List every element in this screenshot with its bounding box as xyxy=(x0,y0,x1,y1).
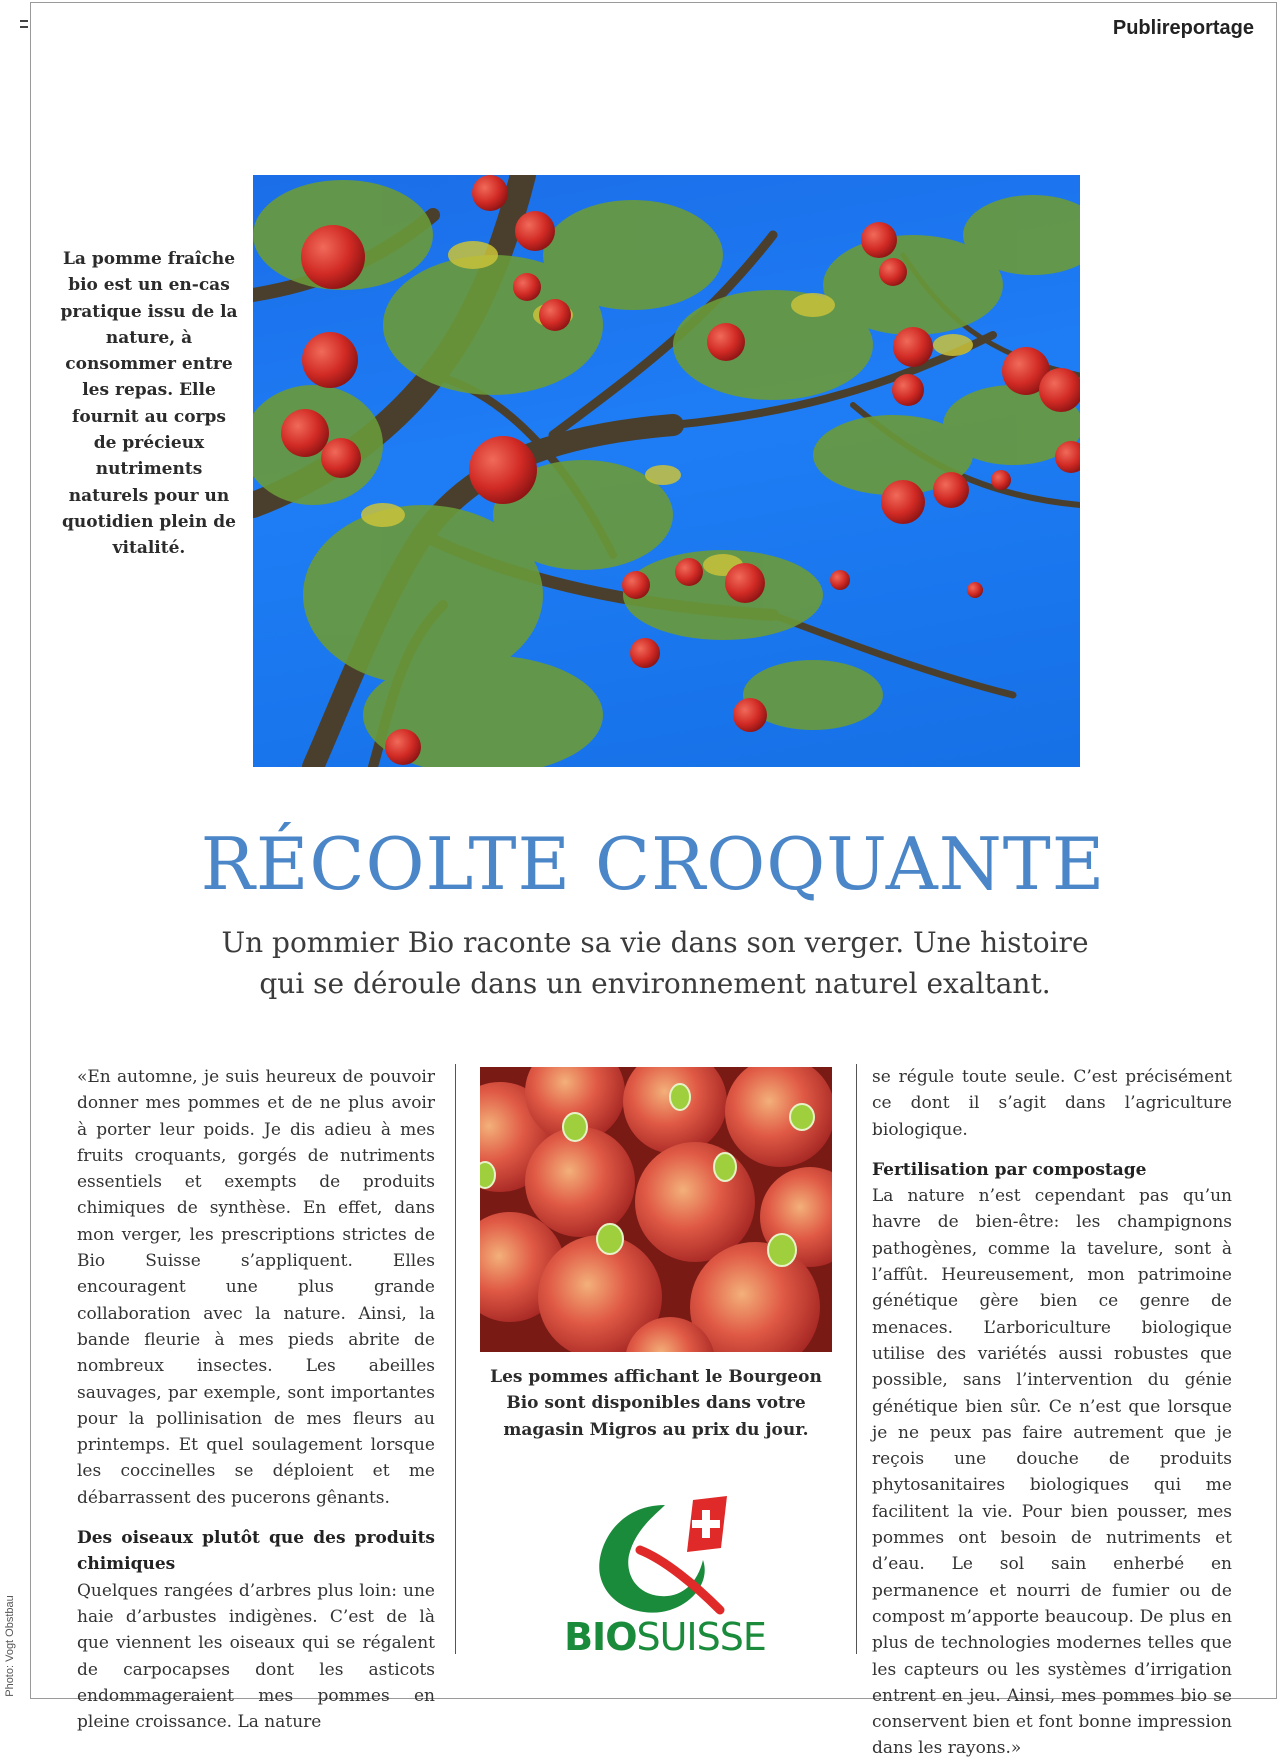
right-column xyxy=(872,1064,1232,1762)
publireportage-label: Publireportage xyxy=(1112,17,1254,39)
corner-mark xyxy=(20,20,28,28)
bio-suisse-logo xyxy=(545,1490,785,1660)
photo-credit: Photo: Vogt Obstbau xyxy=(4,1595,16,1697)
left-paragraph-2: Quelques rangées d’arbres plus loin: une haie d’arbustes indigènes. C’est de là que viennent les oiseaux qui se régalent de carpocapses dont les asticots endommageraient mes pommes en pleine croissance. La nature xyxy=(77,1580,435,1733)
logo-bio: BIO xyxy=(564,1615,637,1659)
bio-apples-photo xyxy=(480,1067,832,1352)
right-paragraph-1: se régule toute seule. C’est précisément ce dont il s’agit dans l’agriculture biologique. xyxy=(872,1067,1232,1140)
logo-suisse: SUISSE xyxy=(636,1615,766,1659)
left-heading: Des oiseaux plutôt que des produits chimiques xyxy=(77,1528,435,1575)
column-divider-right xyxy=(856,1064,857,1654)
left-column xyxy=(77,1064,435,1735)
article-subtitle: Un pommier Bio raconte sa vie dans son verger. Une histoire qui se déroule dans un environnement naturel exaltant. xyxy=(221,926,1089,1000)
bio-suisse-wordmark xyxy=(545,1615,785,1659)
right-paragraph-2: La nature n’est cependant pas qu’un havre de bien-être: les champignons pathogènes, comme la tavelure, sont à l’affût. Heureusement, mon patrimoine génétique gère bien ce genre de menaces. L’arboriculture biologique utilise des variétés aussi robustes que possible, sans l’intervention du génie génétique bien sûr. Ce n’est que lorsque je ne peux pas faire autrement que je reçois une douche de produits phytosanitaires biologiques qui me facilitent la vie. Pour bien pousser, mes pommes ont besoin de nutriments et d’eau. Le sol sain enherbé en permanence et nourri de fumier ou de compost m’apporte beaucoup. De plus en plus de technologies modernes telles que les capteurs ou les systèmes d’irrigation entrent en jeu. Ainsi, mes pommes bio se conservent bien et font bonne impression dans les rayons.» xyxy=(872,1186,1232,1759)
apple-tree-illustration xyxy=(253,175,1080,767)
column-divider-left xyxy=(455,1064,456,1654)
apple-tree-photo xyxy=(253,175,1080,767)
bud-logo-icon xyxy=(545,1490,785,1620)
right-heading: Fertilisation par compostage xyxy=(872,1159,1147,1180)
apples-illustration xyxy=(480,1067,832,1352)
apples-caption: Les pommes affichant le Bourgeon Bio sont disponibles dans votre magasin Migros au prix du jour. xyxy=(490,1367,822,1440)
intro-caption: La pomme fraîche bio est un en-cas pratique issu de la nature, à consommer entre les repas. Elle fournit au corps de précieux nutriments naturels pour un quotidien plein de vitalité. xyxy=(60,249,238,559)
article-title: RÉCOLTE CROQUANTE xyxy=(200,822,1106,906)
left-paragraph-1: «En automne, je suis heureux de pouvoir donner mes pommes et de ne plus avoir à porter leur poids. Je dis adieu à mes fruits croquants, gorgés de nutriments essentiels et exempts de produits chimiques de synthèse. En effet, dans mon verger, les prescriptions strictes de Bio Suisse s’appliquent. Elles encouragent une plus grande collaboration avec la nature. Ainsi, la bande fleurie à mes pieds abrite de nombreux insectes. Les abeilles sauvages, par exemple, sont importantes pour la pollinisation de mes fleurs au printemps. Et quel soulagement lorsque les coccinelles se déploient et me débarrassent des pucerons gênants. xyxy=(77,1067,435,1508)
